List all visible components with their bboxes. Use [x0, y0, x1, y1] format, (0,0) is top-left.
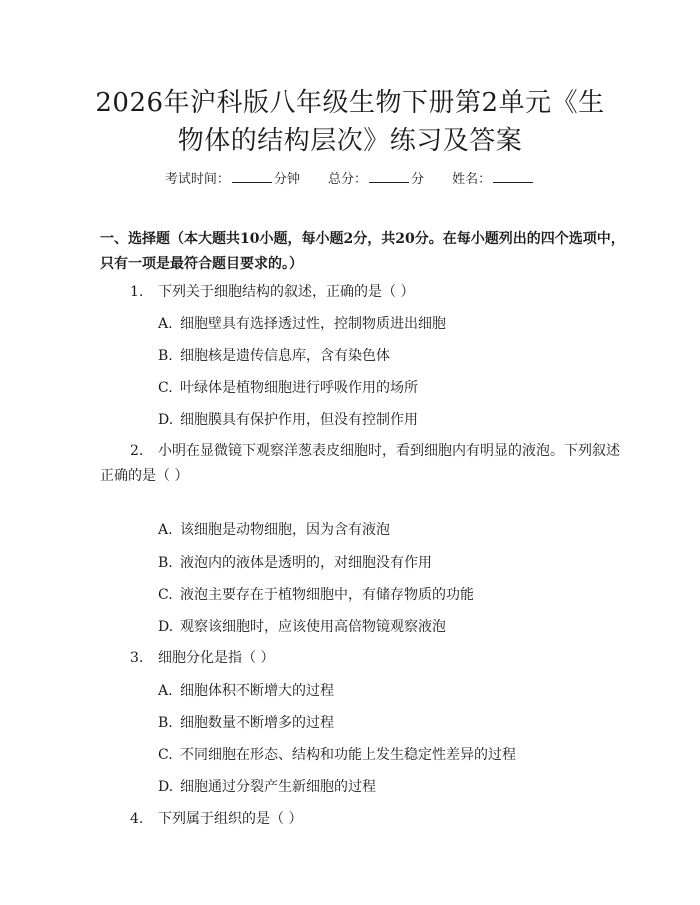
option-text: 观察该细胞时，应该使用高倍物镜观察液泡 — [180, 619, 446, 635]
option-text: 不同细胞在形态、结构和功能上发生稳定性差异的过程 — [180, 747, 516, 763]
title-line-2: 物体的结构层次》练习及答案 — [177, 126, 523, 156]
question-text: 小明在显微镜下观察洋葱表皮细胞时，看到细胞内有明显的液泡。下列叙述正确的是（ ） — [100, 443, 620, 484]
option-3b — [158, 713, 628, 733]
option-letter: D. — [158, 779, 174, 795]
question-number: 2. — [130, 443, 144, 459]
option-text: 细胞壁具有选择透过性，控制物质进出细胞 — [180, 316, 446, 332]
question-1 — [130, 280, 630, 305]
time-unit: 分钟 — [273, 172, 300, 187]
option-letter: C. — [158, 380, 173, 396]
option-text: 该细胞是动物细胞，因为含有液泡 — [180, 522, 390, 538]
option-text: 细胞核是遗传信息库，含有染色体 — [180, 348, 390, 364]
option-1b — [158, 346, 628, 366]
option-letter: C. — [158, 747, 173, 763]
option-3a — [158, 681, 628, 701]
time-blank — [232, 170, 272, 183]
option-letter: D. — [158, 619, 174, 635]
question-3 — [130, 646, 630, 671]
exam-meta — [0, 170, 700, 189]
option-letter: B. — [158, 715, 173, 731]
option-2d — [158, 617, 628, 637]
name-field — [452, 172, 535, 187]
question-text: 下列关于细胞结构的叙述，正确的是（ ） — [158, 284, 415, 300]
option-text: 细胞膜具有保护作用，但没有控制作用 — [180, 412, 418, 428]
score-unit: 分 — [411, 172, 425, 187]
title-line-1: 2026年沪科版八年级生物下册第2单元《生 — [95, 88, 605, 118]
time-label: 考试时间： — [164, 172, 230, 187]
option-text: 细胞体积不断增大的过程 — [180, 683, 334, 699]
score-field — [328, 172, 424, 187]
option-2c — [158, 585, 628, 605]
question-text: 下列属于组织的是（ ） — [158, 811, 303, 827]
option-text: 液泡主要存在于植物细胞中，有储存物质的功能 — [180, 587, 474, 603]
question-text: 细胞分化是指（ ） — [158, 650, 275, 666]
option-1d — [158, 410, 628, 430]
option-text: 叶绿体是植物细胞进行呼吸作用的场所 — [180, 380, 418, 396]
option-3c — [158, 745, 628, 765]
option-letter: A. — [158, 316, 173, 332]
score-label: 总分： — [327, 172, 367, 187]
name-label: 姓名： — [452, 172, 492, 187]
option-letter: A. — [158, 522, 173, 538]
page-title — [60, 84, 640, 160]
option-1c — [158, 378, 628, 398]
score-blank — [369, 170, 409, 183]
option-3d — [158, 777, 628, 797]
option-2b — [158, 553, 628, 573]
name-blank — [493, 170, 533, 183]
option-letter: B. — [158, 555, 173, 571]
option-text: 液泡内的液体是透明的，对细胞没有作用 — [180, 555, 432, 571]
question-2 — [100, 439, 630, 489]
question-number: 1. — [130, 284, 144, 300]
option-letter: C. — [158, 587, 173, 603]
question-number: 4. — [130, 811, 144, 827]
question-4 — [130, 807, 630, 832]
question-number: 3. — [130, 650, 144, 666]
option-text: 细胞通过分裂产生新细胞的过程 — [180, 779, 376, 795]
option-letter: D. — [158, 412, 174, 428]
option-letter: B. — [158, 348, 173, 364]
time-field — [165, 172, 300, 187]
option-letter: A. — [158, 683, 173, 699]
option-text: 细胞数量不断增多的过程 — [180, 715, 334, 731]
section-heading: 一、选择题（本大题共10小题，每小题2分，共20分。在每小题列出的四个选项中，只有一项是最符合题目要求的。） — [100, 231, 625, 272]
option-2a — [158, 520, 628, 540]
option-1a — [158, 314, 628, 334]
